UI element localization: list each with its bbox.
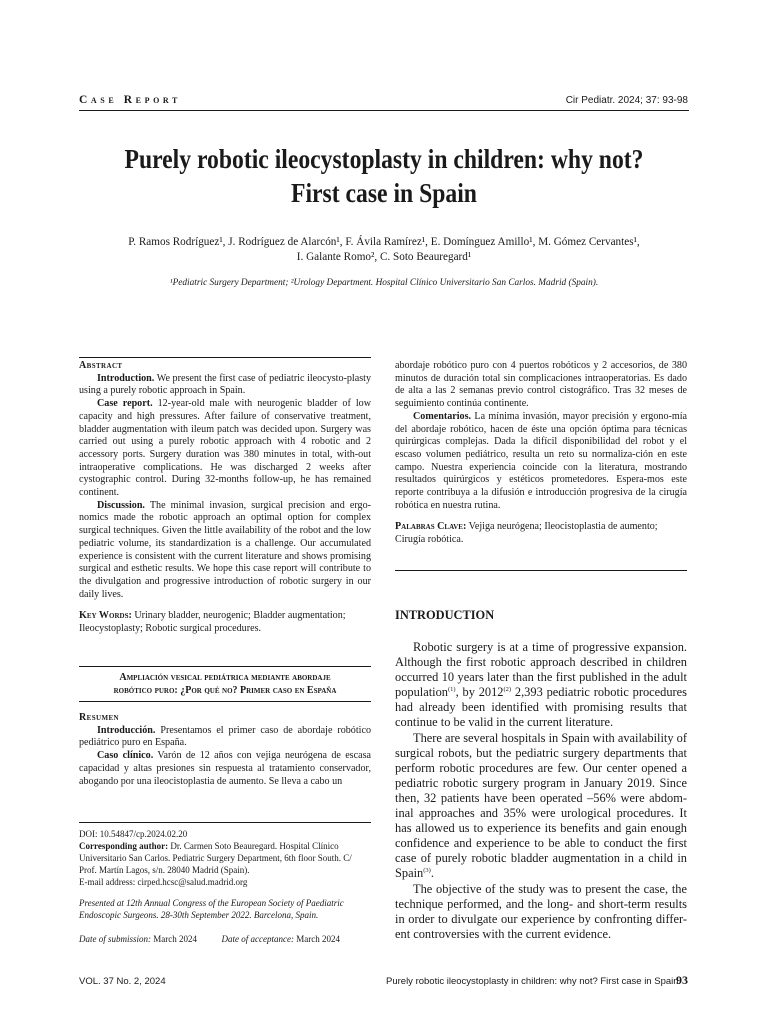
spanish-title xyxy=(79,671,371,697)
spanish-title-line-1: Ampliación vesical pediátrica mediante abordaje xyxy=(119,672,331,683)
running-title: Purely robotic ileocystoplasty in children: why not? First case in Spain xyxy=(386,976,679,987)
email-address: E-mail address: cirped.hcsc@salud.madrid.org xyxy=(79,877,248,887)
discussion-label: Discussion. xyxy=(97,499,145,511)
resumen-block xyxy=(79,712,371,788)
palabras-clave-text: Vejiga neurógena; Ileocistoplastia de aumento; Cirugía robótica. xyxy=(395,521,658,546)
corr-label: Corresponding author: xyxy=(79,841,169,851)
resumen-continued xyxy=(395,360,687,547)
keywords-label: Key Words: xyxy=(79,610,132,622)
palabras-clave xyxy=(395,521,687,546)
caso-text: Varón de 12 años con vejiga neurógena de escasa capacidad y altas presiones sin respuesta al tratamiento conservador, abogando por una ileocistoplastia de aumento. Se lleva a cabo un xyxy=(79,750,371,787)
resumen-heading: Resumen xyxy=(79,712,119,723)
resumen-introduccion xyxy=(79,725,371,750)
introduccion-text: Presentamos el primer caso de abordaje robótico pediátrico puro en España. xyxy=(79,724,371,749)
correspondence-block xyxy=(79,828,371,945)
submission-label: Date of submission: xyxy=(79,934,151,944)
introduction-heading: INTRODUCTION xyxy=(395,608,495,622)
affiliation: ¹Pediatric Surgery Department; ²Urology Department. Hospital Clínico Universitario San Carlos. Madrid (Spain). xyxy=(169,278,599,288)
intro-paragraph-1: Robotic surgery is at a time of progressive expansion. Although the first robotic approach described in children occurred 10 years later than the first published in the adult population$^{(1)}$, by 2012$^{(2)}$ 2,393 pediatric robotic procedures had already been identified with promising results that continue to be valid in the current literature. xyxy=(395,640,687,730)
abstract-bottom-rule xyxy=(395,570,687,571)
abstract-keywords xyxy=(79,610,371,635)
case-text: 12-year-old male with neurogenic bladder of low capacity and high pressures. After failure of conservative treatment, bladder augmentation with ileum patch was decided upon. Surgery was carried out using a purely robotic approach with 4 robotic and 2 accessory ports. Surgery duration was 380 minutes in total, with-out intraoperative complications. He was discharged 2 weeks after cystographic control. During 32-months follow-up, he has remained continent. xyxy=(79,398,371,499)
abstract-case-report xyxy=(79,398,371,500)
abstract-introduction xyxy=(79,373,371,398)
intro-text: We present the first case of pediatric ileocysto-plasty using a purely robotic approach in Spain. xyxy=(79,372,371,397)
title-line-2: First case in Spain xyxy=(291,177,477,208)
resumen-comentarios xyxy=(395,411,687,513)
introduccion-label: Introducción. xyxy=(97,724,156,736)
keywords-text: Urinary bladder, neurogenic; Bladder augmentation; Ileocystoplasty; Robotic surgical procedures. xyxy=(79,610,346,635)
authors-line-1: P. Ramos Rodríguez¹, J. Rodríguez de Alarcón¹, F. Ávila Ramírez¹, E. Domínguez Amillo¹, M. Gómez Cervantes¹, xyxy=(128,236,640,248)
case-label: Case report. xyxy=(97,398,153,410)
volume-info: VOL. 37 No. 2, 2024 xyxy=(79,976,166,987)
abstract-top-rule xyxy=(79,357,371,358)
acceptance-label: Date of acceptance: xyxy=(221,934,294,944)
spanish-title-top-rule xyxy=(79,666,371,667)
intro-paragraph-3: The objective of the study was to present the case, the technique performed, and the long- and short-term results in order to divulgate our experience by confronting differ-ent controversies with the current evidence. xyxy=(395,881,687,941)
header-rule xyxy=(79,110,689,111)
resumen-continued-text: abordaje robótico puro con 4 puertos robóticos y 2 accesorios, de 380 minutos de duración total sin complicaciones intraoperatorias. Es dado de alta a las 2 semanas previo control cistográfico. Tras 32 meses de seguimiento continúa continente. xyxy=(395,360,687,410)
article-title xyxy=(88,142,680,210)
intro-paragraph-2: There are several hospitals in Spain with availability of surgical robots, but the pediatric surgery departments that perform robotic procedures are few. Our center opened a pediatric robotic surgery program in January 2019. Since then, 32 patients have been operated –56% were abdom-inal approaches and 35% were urological procedures. It has allowed us to experience its benefits and gain enough confidence and experience to be able to conduct the first case of purely robotic bladder augmentation in a child in Spain$^{(3)}$. xyxy=(395,730,687,881)
corresponding-author xyxy=(79,840,371,876)
discussion-text: The minimal invasion, surgical precision and ergo-nomics made the robotic approach an optimal option for complex surgical techniques. Given the little availability of the robot and the low pediatric volume, its standardization is a challenge. Our accumulated experience is consistent with the current literature and shows promising surgical and esthetic results. We hope this case report will contribute to the divulgation and progressive introduction of robotic surgery in our daily lives. xyxy=(79,499,371,600)
spanish-title-bottom-rule xyxy=(79,701,371,702)
acceptance-date: March 2024 xyxy=(293,934,340,944)
page-number: 93 xyxy=(676,973,688,987)
author-list xyxy=(80,235,688,265)
caso-label: Caso clínico. xyxy=(97,750,154,762)
abstract-heading: Abstract xyxy=(79,360,123,371)
corr-text: Dr. Carmen Soto Beauregard. Hospital Clínico Universitario San Carlos. Pediatric Surgery Department, 6th floor South. C/ Prof. Martín Lagos, s/n. 28040 Madrid (Spain). xyxy=(79,841,352,875)
footer-info-rule xyxy=(79,822,371,823)
comentarios-text: La mínima invasión, mayor precisión y ergono-mía del abordaje robótico, hacen de éste una opción óptima para técnicas quirúrgicas complejas. Dada la difícil disponibilidad del robot y el escaso volumen pediátrico, resulta un reto su normaliza-ción en este campo. Nuestra experiencia coincide con la literatura, mostrando resultados quirúrgicos y estéticos prometedores. Espera-mos este reporte contribuya a la difusión e introducción progresiva de la cirugía robótica en nuestra rutina. xyxy=(395,410,687,511)
presented-note: Presented at 12th Annual Congress of the European Society of Paediatric Endoscopic Surgeons. 28-30th September 2022. Barcelona, Spain. xyxy=(79,898,344,920)
comentarios-label: Comentarios. xyxy=(413,410,472,422)
authors-line-2: I. Galante Romo², C. Soto Beauregard¹ xyxy=(296,251,472,263)
introduction-body xyxy=(395,640,687,942)
section-label: Case Report xyxy=(79,94,181,106)
resumen-caso-clinico xyxy=(79,750,371,788)
intro-label: Introduction. xyxy=(97,372,155,384)
spanish-title-line-2: robótico puro: ¿Por qué no? Primer caso en España xyxy=(113,685,337,696)
dates-line xyxy=(79,933,371,945)
submission-date: March 2024 xyxy=(151,934,197,944)
doi: DOI: 10.54847/cp.2024.02.20 xyxy=(79,829,188,839)
journal-citation: Cir Pediatr. 2024; 37: 93-98 xyxy=(565,95,688,106)
abstract-discussion xyxy=(79,500,371,602)
title-line-1: Purely robotic ileocystoplasty in children: why not? xyxy=(124,143,644,174)
abstract-block xyxy=(79,360,371,636)
palabras-clave-label: Palabras Clave: xyxy=(395,521,467,533)
